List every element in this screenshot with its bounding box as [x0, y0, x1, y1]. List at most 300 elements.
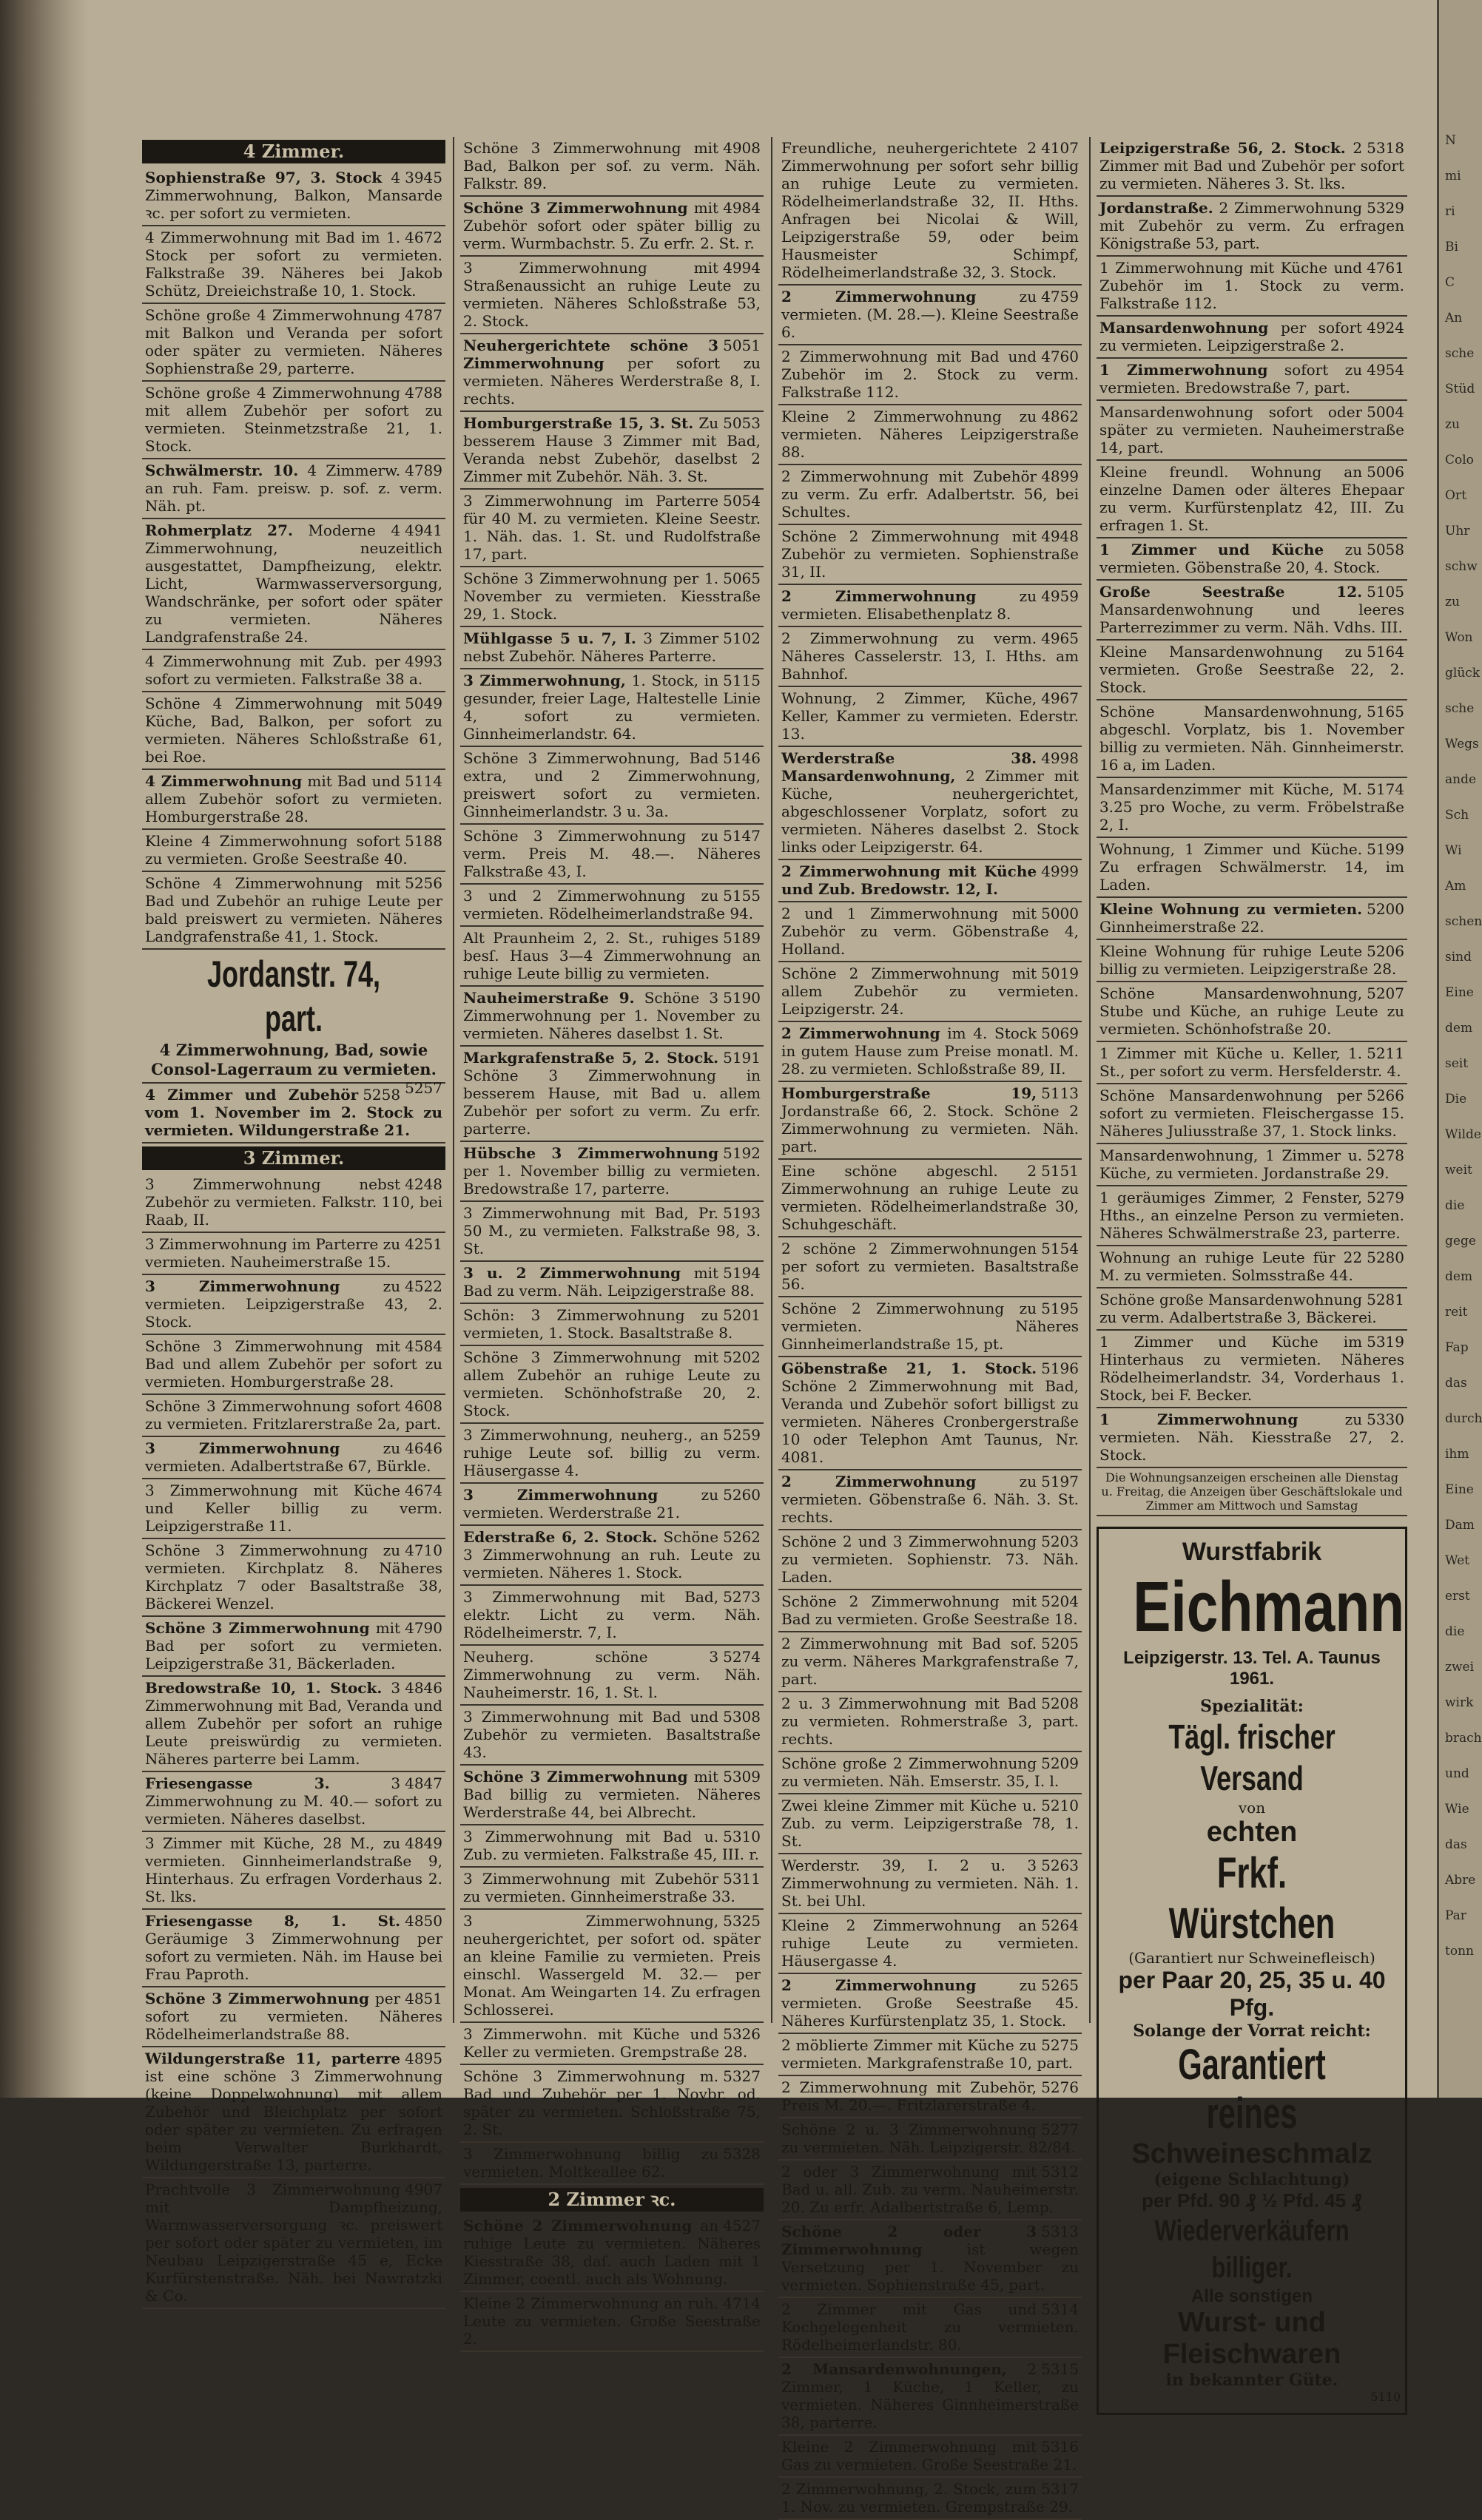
ad-text: per sofort zu vermieten. Leipzigerstraße 2. [1099, 319, 1363, 354]
ad-number: 4965 [1041, 629, 1079, 647]
ad-number: 5113 [1041, 1084, 1079, 1102]
classified-ad [1097, 257, 1407, 317]
ad-number: 5019 [1041, 965, 1079, 982]
ad-number: 5266 [1367, 1087, 1404, 1104]
ad-text: Schöne 3 Zimmerwohnung zu vermieten. Kirchplatz 8. Näheres Kirchplatz 7 oder Basaltstraße 38, Bäckerei Wenzel. [145, 1541, 442, 1612]
ad-number: 4672 [405, 229, 442, 246]
ad-number: 5154 [1041, 1240, 1079, 1257]
ad-number: 5279 [1367, 1189, 1404, 1206]
ad-number: 5278 [1367, 1146, 1404, 1164]
ad-number: 5310 [723, 1828, 761, 1845]
ad-heading: 3 Zimmerwohnung [463, 1486, 659, 1504]
classified-ad [142, 830, 445, 872]
classified-ad [1097, 982, 1407, 1042]
ad-text: Alt Praunheim 2, 2. St., ruhiges besſ. Haus 3—4 Zimmerwohnung an ruhige Leute billig zu vermieten. [463, 929, 761, 982]
facing-page-fragment: Wilde [1445, 1127, 1481, 1142]
ad-text: 3 Zimmer nebst Zubehör. Näheres Parterre. [463, 629, 719, 665]
ad-heading: 3 Zimmerwohnung [145, 1439, 340, 1457]
ad-heading: 4 Zimmerwohnung [145, 772, 303, 790]
ad-text: Wohnung, 1 Zimmer und Küche. Zu erfragen Schwälmerstr. 14, im Laden. [1099, 840, 1404, 894]
ad-text: 2 Zimmer mit Küche, neuhergerichtet, abgeschlossener Vorplatz, sofort zu vermieten. Näheres daselbst 2. Stock links oder Leipzigerstr. 64. [781, 767, 1079, 856]
classified-ad [460, 2065, 764, 2143]
ad-text: Kleine 2 Zimmerwohnung an ruh. Leute zu vermieten. Große Seestraße 2. [463, 2294, 761, 2348]
ad-number: 5327 [723, 2067, 761, 2085]
ad-text: Schöne Mansardenwohnung, abgeschl. Vorplatz, bis 1. November billig zu vermieten. Näh. Ginnheimerstr. 16 a, im Laden. [1099, 703, 1404, 774]
advert-line: (Garantiert nur Schweinefleisch) [1128, 1949, 1375, 1967]
ad-text: 2 schöne 2 Zimmerwohnungen per sofort zu vermieten. Basaltstraße 56. [781, 1240, 1079, 1293]
classified-ad [778, 405, 1082, 465]
ad-text: zu vermieten. Große Seestraße 45. Näheres Kurfürstenplatz 35, 1. Stock. [781, 1976, 1079, 2030]
ad-number: 4954 [1367, 361, 1404, 379]
ad-number: 4251 [405, 1235, 442, 1253]
column-divider [453, 137, 454, 2023]
ad-text: 4 Zimmerwohnung, Bad, sowie Consol-Lagerraum zu vermieten. [151, 1041, 437, 1078]
ad-number: 5065 [723, 570, 761, 587]
classified-ad [1097, 1288, 1407, 1331]
ad-text: Eine schöne abgeschl. 2 Zimmerwohnung an ruhige Leute zu vermieten. Rödelheimerlandstraße 30, Schuhgeschäft. [781, 1162, 1079, 1233]
classified-ad [460, 412, 764, 490]
classified-ad [460, 1202, 764, 1262]
ad-text: 1 Zimmer und Küche im Hinterhaus zu vermieten. Näheres Rödelheimerlandstr. 34, Vorderhaus 1. Stock, bei F. Becker. [1099, 1333, 1404, 1404]
ad-number: 5316 [1041, 2438, 1079, 2456]
ad-heading: Ederstraße 6, 2. Stock. [463, 1528, 658, 1546]
classified-ad [778, 1632, 1082, 1692]
classified-ad [778, 1357, 1082, 1470]
classified-ad [142, 1539, 445, 1617]
classified-ad [1097, 838, 1407, 898]
ad-text: 2 Zimmerwohnung zu verm. Näheres Casselerstr. 13, I. Hths. am Bahnhof. [781, 629, 1079, 683]
ad-number: 4895 [405, 2050, 442, 2067]
ad-heading: Schöne 3 Zimmerwohnung [463, 1768, 688, 1786]
classified-ad [778, 902, 1082, 962]
ad-number: 4760 [1041, 348, 1079, 365]
advert-line: Garantiert reines [1178, 2041, 1326, 2138]
ad-heading: 2 Zimmerwohnung [781, 288, 977, 305]
advert-line: Eichmann [1133, 1567, 1405, 1646]
ad-text: Schöne 4 Zimmerwohnung mit Bad und Zubehör an ruhige Leute per bald preiswert zu vermieten. Näheres Landgrafenstraße 41, 1. Stock. [145, 874, 442, 945]
ad-number: 5188 [405, 832, 442, 850]
ad-heading: Nauheimerstraße 9. [463, 989, 635, 1007]
classified-ad [778, 2220, 1082, 2298]
ad-heading: 1 Zimmer und Küche [1099, 541, 1324, 558]
ad-text: Schöne große Mansardenwohnung zu verm. Adalbertstraße 3, Bäckerei. [1099, 1291, 1377, 1326]
ad-text: Zu besserem Hause 3 Zimmer mit Bad, Veranda nebst Zubehör, daselbst 2 Zimmer mit Zubehör. Näh. 3. St. [463, 414, 761, 485]
ad-number: 5313 [1041, 2223, 1079, 2240]
ad-number: 4522 [405, 1277, 442, 1295]
ad-number: 4959 [1041, 587, 1079, 605]
classified-ad [778, 585, 1082, 627]
ad-number: 4908 [723, 139, 761, 157]
ad-text: mit Bad zu verm. Näh. Leipzigerstraße 88. [463, 1264, 755, 1300]
ad-number: 4584 [405, 1337, 442, 1355]
ad-number: 5277 [1041, 2121, 1079, 2138]
facing-page-fragment: Wie [1445, 1802, 1469, 1817]
ad-heading: Schöne 3 Zimmerwohnung [145, 1990, 370, 2007]
ad-number: 4941 [405, 521, 442, 539]
ad-text: Prachtvolle 3 Zimmerwohnung mit Dampfheizung, Warmwasserversorgung ꝛc. preiswert per sofort oder später zu vermieten, im Neubau Leipzigerstraße 45 e, Ecke Kurfürstenstraße. Näh. bei Nawratzki & Co. [145, 2180, 442, 2305]
ad-text: Kleine freundl. Wohnung an einzelne Damen oder älteres Ehepaar zu verm. Kurfürstenplatz 42, III. Zu erfragen 1. St. [1099, 463, 1404, 534]
ad-number: 4714 [723, 2294, 761, 2312]
ad-number: 4862 [1041, 408, 1079, 425]
ad-heading: 2 Zimmerwohnung [781, 1976, 977, 1994]
classified-ad [1097, 1186, 1407, 1246]
classified-ad [1097, 581, 1407, 641]
ad-number: 4907 [405, 2180, 442, 2198]
classified-ad [778, 962, 1082, 1022]
ad-text: zu vermieten. Göbenstraße 6. Näh. 3. St. rechts. [781, 1473, 1079, 1526]
ad-number: 5329 [1367, 199, 1404, 217]
facing-page-fragment: Bi [1445, 240, 1458, 254]
classified-ad [1097, 401, 1407, 461]
schedule-note: Die Wohnungsanzeigen erscheinen alle Dienstag u. Freitag, die Anzeigen über Geschäftslokale und Zimmer am Mittwoch und Samstag [1097, 1468, 1407, 1516]
ad-text: 3 Zimmerwohnung, neuherg., an ruhige Leute sof. billig zu verm. Häusergasse 4. [463, 1426, 761, 1479]
ad-number: 5201 [723, 1306, 761, 1324]
classified-ad [142, 459, 445, 519]
classified-ad [460, 669, 764, 747]
ad-number: 5199 [1367, 840, 1404, 858]
column-4 [1097, 137, 1407, 2404]
classified-ad [142, 1437, 445, 1479]
ad-number: 4789 [405, 462, 442, 479]
ad-heading: Rohmerplatz 27. [145, 521, 293, 539]
ad-number: 4850 [405, 1912, 442, 1930]
classified-ad [460, 1262, 764, 1304]
advert-line: per Pfd. 90 ₰ ½ Pfd. 45 ₰ [1142, 2189, 1362, 2212]
ad-text: 1 geräumiges Zimmer, 2 Fenster, Hths., an einzelne Person zu vermieten. Näheres Schwälmerstraße 23, parterre. [1099, 1189, 1404, 1242]
ad-number: 5308 [723, 1708, 761, 1726]
column-divider [1089, 137, 1091, 2023]
ad-text: Schöne 3 Zimmerwohnung per 1. November zu vermieten. Näheres daselbst 1. St. [463, 989, 761, 1042]
ad-number: 5328 [723, 2145, 761, 2163]
facing-page-fragment: das [1445, 1837, 1467, 1852]
ad-number: 5318 [1367, 139, 1404, 157]
ad-text: mit Bad billig zu vermieten. Näheres Werderstraße 44, bei Albrecht. [463, 1768, 761, 1821]
classified-ad [142, 226, 445, 304]
classified-ad [1097, 700, 1407, 778]
classified-ad [778, 1470, 1082, 1530]
ad-number: 5174 [1367, 780, 1404, 798]
section-header: 3 Zimmer. [142, 1146, 445, 1170]
classified-ad [460, 1047, 764, 1142]
classified-ad [778, 345, 1082, 405]
ad-number: 5164 [1367, 643, 1404, 661]
ad-text: 1 Zimmerwohnung mit Küche und Zubehör im 1. Stock zu verm. Falkstraße 112. [1099, 259, 1404, 312]
ad-text: im 4. Stock in gutem Hause zum Preise monatl. M. 28. zu vermieten. Schloßstraße 89, II. [781, 1024, 1079, 1078]
classified-ad [778, 627, 1082, 687]
ad-number: 4761 [1367, 259, 1404, 277]
facing-page-fragment: mi [1445, 169, 1461, 183]
ad-number: 5311 [723, 1870, 761, 1888]
ad-heading: Neuhergerichtete schöne 3 Zimmerwohnung [463, 337, 719, 372]
classified-ad [460, 2143, 764, 2185]
column-3 [778, 137, 1082, 2516]
ad-text: zu vermieten. Näh. Kiesstraße 27, 2. Stock. [1099, 1411, 1404, 1464]
ad-text: per sofort zu vermieten. Näheres Rödelheimerlandstraße 88. [145, 1990, 442, 2043]
ad-text: 3 Zimmerwohnung, neuhergerichtet, per sofort od. später an kleine Familie zu vermieten. Preis einschl. Wassergeld M. 32.— per Monat. Am Weingarten 14. Zu erfragen Schlosserei. [463, 1912, 761, 2019]
facing-page-fragment: Fap [1445, 1340, 1469, 1355]
ad-text: 2 Zimmer mit Gas und Kochgelegenheit zu vermieten. Rödelheimerlandstr. 80. [781, 2300, 1079, 2354]
ad-number: 5189 [723, 929, 761, 947]
ad-text: Schöne 3 Zimmerwohnung zu verm. Preis M. 48.—. Näheres Falkstraße 43, I. [463, 827, 761, 880]
ad-text: Mansardenzimmer mit Küche, M. 3.25 pro Woche, zu verm. Fröbelstraße 2, I. [1099, 780, 1404, 834]
ad-number: 5263 [1041, 1857, 1079, 1874]
ad-number: 5276 [1041, 2078, 1079, 2096]
ad-text: Schöne große 2 Zimmerwohnung zu vermieten. Näh. Emserstr. 35, I. l. [781, 1754, 1060, 1790]
ad-heading: Homburgerstraße 19, [781, 1084, 1037, 1102]
classified-ad [778, 2161, 1082, 2220]
facing-page-fragment: durch [1445, 1411, 1482, 1426]
classified-ad [778, 465, 1082, 525]
ad-text: Jordanstraße 66, 2. Stock. Schöne 2 Zimmerwohnung zu vermieten. Näh. part. [781, 1102, 1079, 1155]
classified-ad [778, 1794, 1082, 1854]
ad-heading: Kleine Wohnung zu vermieten. [1099, 900, 1363, 918]
ad-number: 4948 [1041, 527, 1079, 545]
ad-number: 5190 [723, 989, 761, 1007]
classified-ad [1097, 898, 1407, 940]
ad-heading: Schwälmerstr. 10. [145, 462, 299, 479]
ad-number: 5280 [1367, 1249, 1404, 1266]
ad-text: 3 Zimmerwohnung im Parterre für 40 M. zu vermieten. Kleine Seestr. 1. Näh. das. 1. St. und Rudolfstraße 17, part. [463, 492, 761, 563]
ad-text: an ruhige Leute zu vermieten. Näheres Kiesstraße 38, daſ. auch Laden mit 1 Zimmer, coentl. auch als Wohnung. [463, 2217, 761, 2288]
ad-number: 4967 [1041, 689, 1079, 707]
ad-text: Wohnung an ruhige Leute für 22 M. zu vermieten. Solmsstraße 44. [1099, 1249, 1363, 1284]
ad-number: 5196 [1041, 1359, 1079, 1377]
ad-heading: Mansardenwohnung [1099, 319, 1269, 337]
ad-text: 1. Stock, in gesunder, freier Lage, Haltestelle Linie 4, sofort zu vermieten. Ginnheimerlandstr. 64. [463, 672, 761, 743]
classified-ad [778, 1692, 1082, 1752]
section-header: 4 Zimmer. [142, 140, 445, 163]
ad-number: 4998 [1041, 749, 1079, 767]
ad-number: 4107 [1041, 139, 1079, 157]
advert-line: Wurst- und Fleischwaren [1162, 2307, 1341, 2370]
ad-number: 5194 [723, 1264, 761, 1282]
ad-heading: Jordanstraße. [1099, 199, 1213, 217]
ad-text: 3 Zimmerwohnung im Parterre zu vermieten. Nauheimerstraße 15. [145, 1235, 401, 1271]
ad-number: 5315 [1041, 2360, 1079, 2378]
ad-text: Ginnheimerstraße 22. [1099, 918, 1264, 936]
ad-text: Mansardenwohnung sofort oder später zu vermieten. Nauheimerstraße 14, part. [1099, 403, 1404, 456]
ad-number: 5102 [723, 629, 761, 647]
ad-text: Wohnung, 2 Zimmer, Küche, Keller, Kammer zu vermieten. Ederstr. 13. [781, 689, 1079, 743]
ad-text: Freundliche, neuhergerichtete 2 Zimmerwohnung per sofort sehr billig an ruhige Leute zu vermieten. Rödelheimerlandstraße 32, II. Hths. Anfragen bei Nicolai & Will, Leipzigerstraße 59, oder beim Hausmeister Schimpf, Rödelheimerlandstraße 32, 3. Stock. [781, 139, 1079, 281]
classified-ad [460, 1142, 764, 1202]
classified-ad [142, 1987, 445, 2047]
ad-number: 4710 [405, 1541, 442, 1559]
ad-number: 5317 [1041, 2480, 1079, 2498]
ad-text: Schöne Mansardenwohnung, Stube und Küche, an ruhige Leute zu vermieten. Schönhofstraße 20. [1099, 984, 1404, 1038]
classified-ad [460, 334, 764, 412]
advert-line: Frkf. Würstchen [1168, 1849, 1336, 1948]
classified-ad [460, 2292, 764, 2352]
classified-ad [142, 519, 445, 650]
classified-ad [142, 1832, 445, 1910]
classified-ad [1097, 137, 1407, 197]
facing-page-fragment: Abre [1445, 1873, 1476, 1888]
classified-ad [1097, 1144, 1407, 1186]
classified-ad [1097, 197, 1407, 257]
ad-number: 5260 [723, 1486, 761, 1504]
ad-number: 5146 [723, 749, 761, 767]
ad-number: 4790 [405, 1619, 442, 1637]
facing-page-fragment: Stüd [1445, 382, 1475, 396]
ad-number: 5258 [363, 1086, 401, 1104]
classified-ad [142, 382, 445, 459]
ad-number: 4994 [723, 259, 761, 277]
ad-heading: Markgrafenstraße 5, 2. Stock. [463, 1049, 719, 1067]
facing-page-fragment: schw [1445, 559, 1478, 574]
ad-text: Schöne 2 Zimmerwohnung mit Zubehör zu vermieten. Sophienstraße 31, II. [781, 527, 1079, 581]
ad-number: 5069 [1041, 1024, 1079, 1042]
classified-ad [778, 1530, 1082, 1590]
ad-number: 5275 [1041, 2036, 1079, 2054]
facing-page-fragment: und [1445, 1766, 1469, 1781]
ad-number: 5114 [405, 772, 442, 790]
ad-number: 5205 [1041, 1635, 1079, 1652]
facing-page-fragment: das [1445, 1376, 1467, 1391]
classified-ad [778, 2076, 1082, 2118]
ad-number: 5051 [723, 337, 761, 354]
ad-heading: Schöne 2 Zimmerwohnung [463, 2217, 693, 2234]
ad-number: 5281 [1367, 1291, 1404, 1308]
ad-text: per 1. November billig zu vermieten. Bredowstraße 17, parterre. [463, 1162, 761, 1197]
classified-ad [142, 872, 445, 950]
ad-number: 5211 [1367, 1044, 1404, 1062]
classified-ad [778, 1160, 1082, 1237]
ad-number: 4248 [405, 1175, 442, 1193]
ad-text: 2 Zimmer, 1 Küche, 1 Keller, zu vermieten. Näheres Ginnheimerstraße 38, parterre. [781, 2360, 1079, 2431]
advert-line: Wiederverkäufern billiger. [1154, 2215, 1350, 2284]
ad-text: zu vermieten. (M. 28.—). Kleine Seestraße 6. [781, 288, 1079, 341]
ad-text: Schöne 3 Zimmerwohnung mit allem Zubehör an ruhige Leute zu vermieten. Schönhofstraße 20, 2. Stock. [463, 1348, 761, 1419]
ad-number: 5193 [723, 1204, 761, 1222]
classified-ad [778, 1752, 1082, 1794]
ad-heading: Sophienstraße 97, 3. Stock [145, 169, 383, 186]
facing-page-fragment: sche [1445, 701, 1475, 716]
ad-text: Schöne 4 Zimmerwohnung mit Küche, Bad, Balkon, per sofort zu vermieten. Näheres Schloßstraße 61, bei Roe. [145, 695, 442, 766]
ad-number: 4608 [405, 1397, 442, 1415]
ad-text: Schöne 3 Zimmerwohnung sofort zu vermieten. Fritzlarerstraße 2a, part. [145, 1397, 442, 1433]
classified-ad [778, 747, 1082, 860]
ad-number: 5204 [1041, 1592, 1079, 1610]
classified-ad [460, 567, 764, 627]
classified-ad [142, 770, 445, 830]
classified-ad [142, 650, 445, 692]
ad-text: 3 Zimmerwohnung mit Zubehör zu vermieten. Ginnheimerstraße 33. [463, 1870, 735, 1905]
facing-page-fragment: reit [1445, 1305, 1468, 1320]
ad-heading: Hübsche 3 Zimmerwohnung [463, 1144, 719, 1162]
ad-heading: Friesengasse 8, 1. St. [145, 1912, 401, 1930]
ad-text: zu vermieten. Adalbertstraße 67, Bürkle. [145, 1439, 431, 1475]
ad-text: Schöne 3 Zimmerwohnung mit Bad und allem Zubehör per sofort zu vermieten. Homburgerstraße 28. [145, 1337, 442, 1391]
ad-number: 5326 [723, 2025, 761, 2043]
column-2 [460, 137, 764, 2348]
ad-heading: 2 Zimmerwohnung [781, 587, 977, 605]
ad-text: zu vermieten. Elisabethenplatz 8. [781, 587, 1037, 623]
facing-page-fragment: Wet [1445, 1553, 1469, 1568]
ad-heading: Schöne 2 oder 3 Zimmerwohnung [781, 2223, 1037, 2258]
ad-text: Schöne 3 Zimmerwohnung, Bad extra, und 2 Zimmerwohnung, preiswert sofort zu vermieten. Ginnheimerlandstr. 3 u. 3a. [463, 749, 761, 820]
ad-text: 2 Zimmerwohnung, 2. Stock, zum 1. Nov. zu vermieten. Grempstraße 29. [781, 2480, 1074, 2516]
ad-number: 5195 [1041, 1300, 1079, 1317]
ad-text: 2 Zimmerwohnung mit Bad und Zubehör im 2. Stock zu verm. Falkstraße 112. [781, 348, 1079, 401]
classified-ad [460, 1706, 764, 1766]
classified-ad [1097, 778, 1407, 838]
classified-ad [460, 2215, 764, 2292]
ad-text: 2 Zimmerwohnung mit Zubehör zu verm. Zu erfragen Königstraße 53, part. [1099, 199, 1404, 252]
ad-text: Moderne 4 Zimmerwohnung, neuzeitlich ausgestattet, Dampfheizung, elektr. Licht, Warmwasserversorgung, Wandschränke, per sofort oder später zu vermieten. Näheres Landgrafenstraße 24. [145, 521, 442, 646]
classified-ad [778, 2034, 1082, 2076]
ad-heading: 2 Zimmerwohnung [781, 1024, 940, 1042]
classified-ad [1097, 359, 1407, 401]
classified-ad [1097, 538, 1407, 581]
advert-line: echten [1206, 1817, 1298, 1848]
facing-page-fragment: Colo [1445, 453, 1474, 467]
facing-page-fragment: zwei [1445, 1660, 1475, 1675]
ad-number: 5330 [1367, 1411, 1404, 1428]
facing-page-fragment: Die [1445, 1092, 1467, 1107]
ad-number: 5058 [1367, 541, 1404, 558]
classified-ad [142, 1479, 445, 1539]
ad-text: zu vermieten. Leipzigerstraße 43, 2. Stock. [145, 1277, 442, 1331]
classified-ad [460, 1484, 764, 1526]
ad-number: 5257 [405, 1079, 442, 1097]
ad-number: 4984 [723, 199, 761, 217]
ad-text: Schöne große 4 Zimmerwohnung mit allem Zubehör per sofort zu vermieten. Steinmetzstraße 21, 1. Stock. [145, 384, 442, 455]
ad-heading: Schöne 3 Zimmerwohnung [463, 199, 688, 217]
ad-heading: Große Seestraße 12. [1099, 583, 1363, 601]
classified-ad [460, 1304, 764, 1346]
classified-ad [1097, 1042, 1407, 1084]
ad-text: Kleine 2 Zimmerwohnung an ruhige Leute zu vermieten. Häusergasse 4. [781, 1916, 1079, 1970]
classified-ad [1097, 940, 1407, 982]
classified-ad [460, 1910, 764, 2023]
classified-ad [778, 2118, 1082, 2161]
facing-page-fragment: tonn [1445, 1944, 1474, 1959]
facing-page-fragment: erst [1445, 1589, 1470, 1604]
ad-text: Schöne große 4 Zimmerwohnung mit Balkon und Veranda per sofort oder später zu vermieten. Näheres Sophienstraße 29, parterre. [145, 306, 442, 377]
classified-ad [460, 490, 764, 567]
classified-ad [142, 1617, 445, 1677]
book-binding [0, 0, 89, 2098]
ad-number: 5312 [1041, 2163, 1079, 2180]
ad-text: Geräumige 3 Zimmerwohnung per sofort zu vermieten. Näh. im Hause bei Frau Paproth. [145, 1930, 442, 1983]
advert-line: Schweineschmalz [1131, 2138, 1372, 2169]
ad-text: 3 Zimmerwohnung mit Bad und Zubehör zu vermieten. Basaltstraße 43. [463, 1708, 761, 1761]
ad-text: Mansardenwohnung und leeres Parterrezimmer zu verm. Näh. Vdhs. III. [1099, 601, 1404, 636]
advert-line: in bekannter Güte. [1165, 2371, 1338, 2390]
ad-number: 5259 [723, 1426, 761, 1444]
ad-number: 5147 [723, 827, 761, 845]
ad-number: 4899 [1041, 467, 1079, 485]
ad-number: 4527 [723, 2217, 761, 2234]
ad-text: mit Bad und allem Zubehör sofort zu vermieten. Homburgerstraße 28. [145, 772, 442, 825]
ad-number: 5274 [723, 1648, 761, 1666]
ad-text: 3 und 2 Zimmerwohnung zu vermieten. Rödelheimerlandstraße 94. [463, 887, 754, 922]
ad-text: 3 Zimmerwohnung zu M. 40.— sofort zu vermieten. Näheres daselbst. [145, 1774, 442, 1828]
facing-page-fragment: sche [1445, 346, 1475, 361]
ad-text: 2 Zimmer mit Bad und Zubehör per sofort zu vermieten. Näheres 3. St. lks. [1099, 139, 1404, 192]
facing-page-fragment: gege [1445, 1234, 1476, 1249]
ad-number: 5209 [1041, 1754, 1079, 1772]
facing-page-fragment: zu [1445, 417, 1460, 432]
ad-text: zu vermieten. Werderstraße 21. [463, 1486, 719, 1521]
ad-text: 2 u. 3 Zimmerwohnung mit Bad zu vermieten. Rohmerstraße 3, part. rechts. [781, 1695, 1079, 1748]
ad-heading: 3 u. 2 Zimmerwohnung [463, 1264, 681, 1282]
ad-text: 3 Zimmerwohnung mit Bad, Pr. 50 M., zu vermieten. Falkstraße 98, 3. St. [463, 1204, 761, 1257]
ad-number: 4993 [405, 652, 442, 670]
ad-text: 4 Zimmerwohnung mit Bad im 1. Stock per sofort zu vermieten. Falkstraße 39. Näheres bei Jakob Schütz, Dreieichstraße 10, 1. Stock. [145, 229, 442, 300]
classified-ad [460, 747, 764, 825]
